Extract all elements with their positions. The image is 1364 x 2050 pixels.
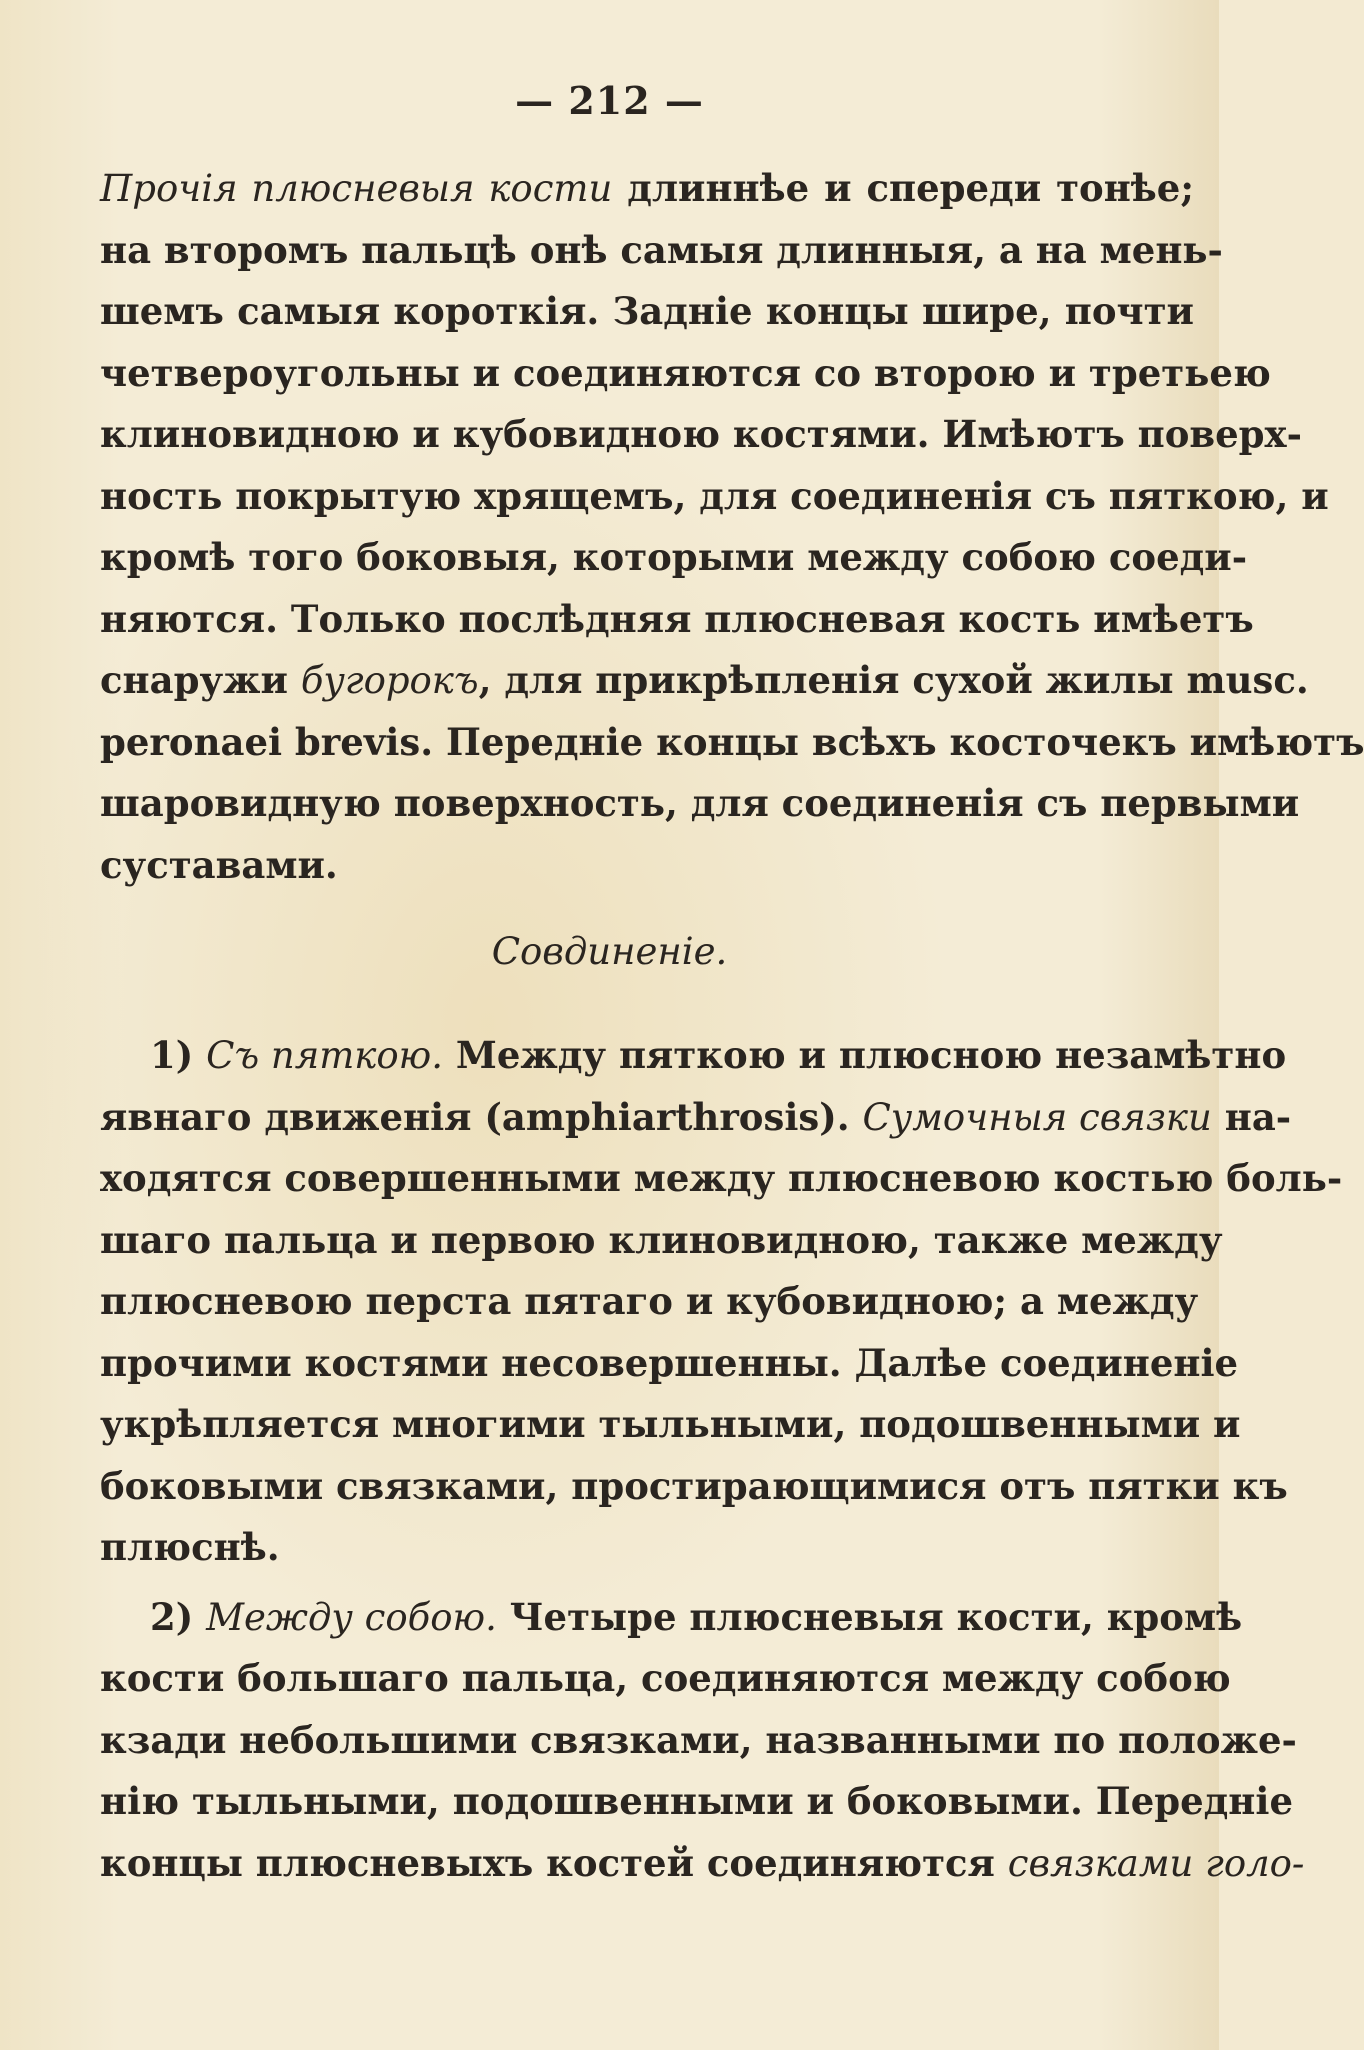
text-run: суставами. xyxy=(100,842,338,887)
text-run: укрѣпляется многими тыльными, подошвенными и xyxy=(100,1402,1241,1446)
text-run: боковыми связками, простирающимися отъ пятки къ xyxy=(100,1463,1288,1508)
italic-term: бугорокъ xyxy=(300,659,479,702)
text-run: концы плюсневыхъ костей соединяются xyxy=(100,1840,1008,1885)
text-line xyxy=(100,835,1194,897)
text-line xyxy=(100,1087,1292,1149)
text-run: 2) xyxy=(150,1594,207,1639)
text-line xyxy=(100,220,1223,282)
text-line xyxy=(100,527,1248,589)
text-line xyxy=(100,773,1300,835)
text-line xyxy=(100,1210,1223,1272)
paragraph-gap xyxy=(100,1579,1194,1587)
text-run: кзади небольшими связками, названными по положе- xyxy=(100,1717,1297,1762)
text-line xyxy=(100,158,1194,220)
text-line xyxy=(100,281,1194,343)
text-run: peronaei brevis. Передніе концы всѣхъ косточекъ имѣютъ xyxy=(100,719,1364,764)
text-line xyxy=(100,1025,1287,1087)
text-run: , для прикрѣпленія сухой жилы musc. xyxy=(478,658,1309,702)
text-line xyxy=(100,1517,1194,1579)
text-run: Между пяткою и плюсною незамѣтно xyxy=(443,1033,1287,1077)
section-heading: Совдиненіе. xyxy=(491,930,728,973)
italic-term: Прочія плюсневыя кости xyxy=(100,167,613,210)
text-run: 1) xyxy=(150,1033,207,1077)
text-line xyxy=(100,466,1329,528)
text-run: явнаго движенія (amphiarthrosis). xyxy=(100,1094,863,1139)
italic-term: Сумочныя связки xyxy=(862,1095,1212,1139)
text-run: нію тыльными, подошвенными и боковыми. Передніе xyxy=(100,1779,1293,1823)
text-run: ность покрытую хрящемъ, для соединенія съ пяткою, и xyxy=(100,473,1329,518)
text-run: длиннѣе и спереди тонѣе; xyxy=(612,166,1194,210)
text-line xyxy=(100,1148,1343,1210)
text-run: кости большаго пальца, соединяются между собою xyxy=(100,1656,1231,1700)
text-line xyxy=(100,1771,1293,1833)
text-line xyxy=(100,1710,1297,1772)
text-line xyxy=(100,1333,1239,1395)
text-run: четвероугольны и соединяются со второю и третьею xyxy=(100,350,1271,395)
text-run: няются. Только послѣдняя плюсневая кость имѣетъ xyxy=(100,596,1254,641)
text-run: шаго пальца и первою клиновидною, также между xyxy=(100,1217,1223,1262)
text-run: клиновидною и кубовидною костями. Имѣютъ поверх- xyxy=(100,412,1302,456)
paragraph-metatarsals xyxy=(100,158,1364,896)
text-run: шемъ самыя короткія. Заднiе концы шире, почти xyxy=(100,289,1194,333)
text-run: плюснѣ. xyxy=(100,1525,280,1569)
text-run: ходятся совершенными между плюсневою костью боль- xyxy=(100,1156,1343,1200)
text-run: Четыре плюсневыя кости, кромѣ xyxy=(496,1594,1243,1639)
text-run: на- xyxy=(1211,1094,1292,1139)
text-line xyxy=(100,1587,1243,1649)
text-line xyxy=(100,712,1364,774)
text-run: на второмъ пальцѣ онѣ самыя длинныя, а на мень- xyxy=(100,227,1223,272)
text-run: снаружи xyxy=(100,658,301,702)
italic-term: Между собою. xyxy=(206,1595,497,1639)
text-line xyxy=(100,1456,1288,1518)
text-run: шаровидную поверхность, для соединенія съ первыми xyxy=(100,781,1300,825)
italic-term: Съ пяткою. xyxy=(206,1034,443,1077)
text-line xyxy=(100,404,1302,466)
text-line xyxy=(100,343,1271,405)
page-number: — 212 — xyxy=(515,78,704,123)
text-line xyxy=(100,1394,1241,1456)
text-line xyxy=(100,650,1309,712)
text-run: прочими костями несовершенны. Далѣе соединеніе xyxy=(100,1340,1239,1385)
text-line xyxy=(100,589,1254,651)
text-run: плюсневою перста пятаго и кубовидною; а между xyxy=(100,1279,1199,1323)
text-line xyxy=(100,1271,1199,1333)
text-line xyxy=(100,1833,1305,1895)
text-run: кромѣ того боковыя, которыми между собою соеди- xyxy=(100,535,1248,579)
paragraph-connections xyxy=(100,1025,1343,1894)
text-line xyxy=(100,1648,1231,1710)
italic-term: связками голо- xyxy=(1007,1841,1305,1885)
